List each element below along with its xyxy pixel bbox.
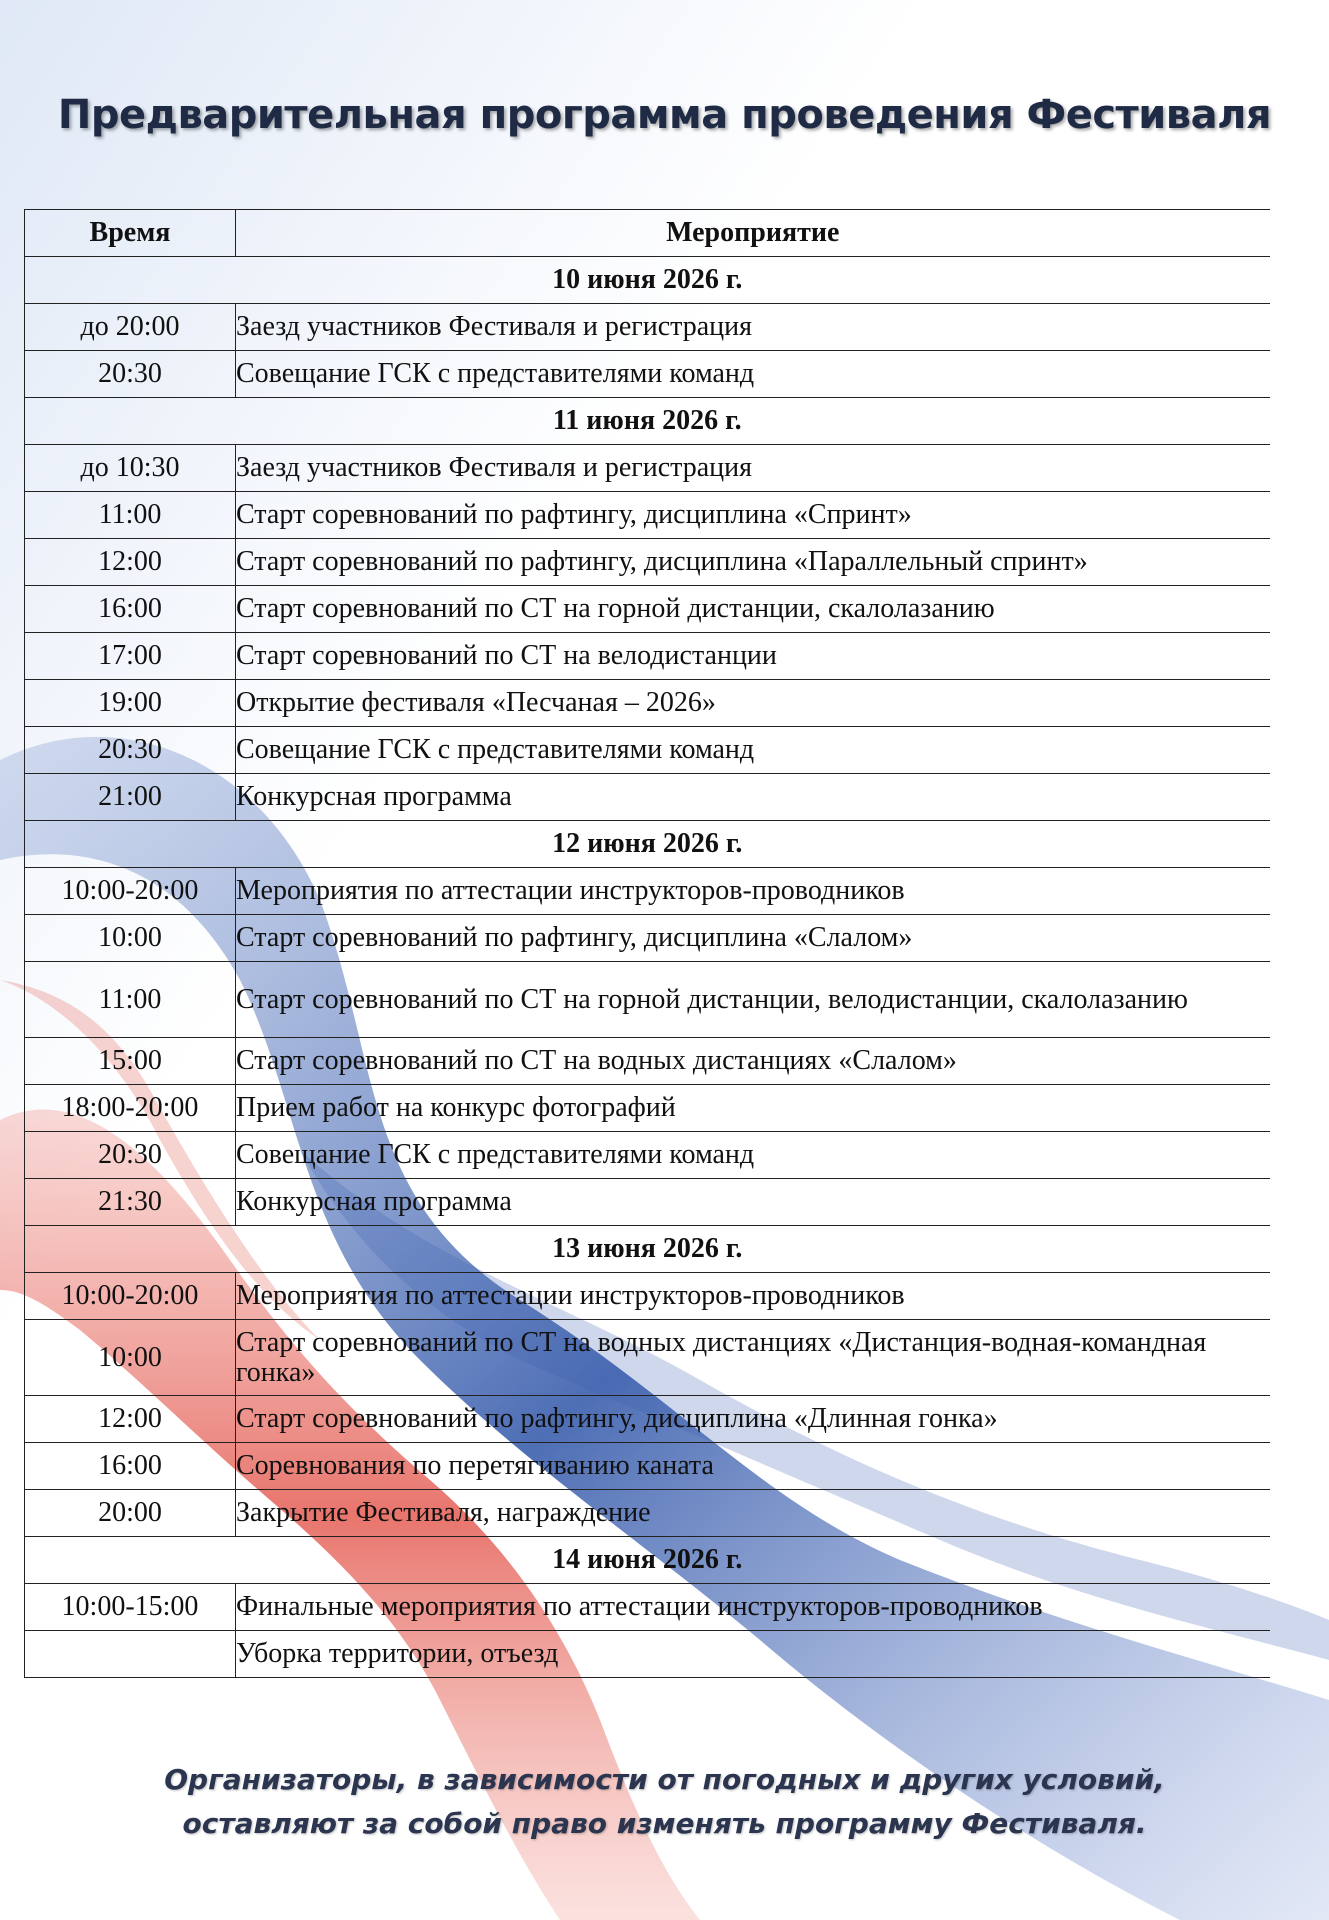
- table-row: [25, 868, 1270, 915]
- table-row: [25, 1396, 1270, 1443]
- table-row: [25, 1085, 1270, 1132]
- table-row: [25, 492, 1270, 539]
- event-name: Прием работ на конкурс фотографий: [236, 1085, 1270, 1132]
- table-row: [25, 1631, 1270, 1678]
- event-name: Уборка территории, отъезд: [236, 1631, 1270, 1678]
- table-row: [25, 1443, 1270, 1490]
- day-date: 11 июня 2026 г.: [25, 398, 1270, 445]
- event-time: 17:00: [25, 633, 236, 680]
- event-name: Совещание ГСК с представителями команд: [236, 727, 1270, 774]
- event-time: [25, 1631, 236, 1678]
- event-name: Старт соревнований по рафтингу, дисциплина «Слалом»: [236, 915, 1270, 962]
- event-name: Старт соревнований по рафтингу, дисциплина «Длинная гонка»: [236, 1396, 1270, 1443]
- day-row: [25, 821, 1270, 868]
- event-time: 12:00: [25, 1396, 236, 1443]
- table-row: [25, 727, 1270, 774]
- table-row: [25, 680, 1270, 727]
- day-date: 13 июня 2026 г.: [25, 1226, 1270, 1273]
- event-name: Закрытие Фестиваля, награждение: [236, 1490, 1270, 1537]
- event-name: Старт соревнований по СТ на водных дистанциях «Слалом»: [236, 1038, 1270, 1085]
- event-time: 11:00: [25, 962, 236, 1038]
- table-row: [25, 1132, 1270, 1179]
- event-time: 18:00-20:00: [25, 1085, 236, 1132]
- table-row: [25, 962, 1270, 1038]
- event-time: 15:00: [25, 1038, 236, 1085]
- event-name: Старт соревнований по СТ на горной дистанции, скалолазанию: [236, 586, 1270, 633]
- program-table: [24, 209, 1270, 1678]
- event-time: 16:00: [25, 1443, 236, 1490]
- event-time: 10:00-20:00: [25, 868, 236, 915]
- event-name: Мероприятия по аттестации инструкторов-проводников: [236, 868, 1270, 915]
- event-time: 19:00: [25, 680, 236, 727]
- event-time: до 20:00: [25, 304, 236, 351]
- day-row: [25, 398, 1270, 445]
- event-time: 20:30: [25, 1132, 236, 1179]
- event-name: Открытие фестиваля «Песчаная – 2026»: [236, 680, 1270, 727]
- event-name: Старт соревнований по СТ на водных дистанциях «Дистанция-водная-командная гонка»: [236, 1320, 1270, 1396]
- table-row: [25, 915, 1270, 962]
- footer-note-line-1: Организаторы, в зависимости от погодных и других условий,: [164, 1763, 1165, 1796]
- day-row: [25, 1537, 1270, 1584]
- day-row: [25, 257, 1270, 304]
- event-name: Мероприятия по аттестации инструкторов-проводников: [236, 1273, 1270, 1320]
- event-name: Старт соревнований по рафтингу, дисциплина «Параллельный спринт»: [236, 539, 1270, 586]
- page-title: Предварительная программа проведения Фестиваля: [57, 92, 1272, 138]
- event-name: Заезд участников Фестиваля и регистрация: [236, 304, 1270, 351]
- event-name: Совещание ГСК с представителями команд: [236, 1132, 1270, 1179]
- event-time: 21:00: [25, 774, 236, 821]
- event-time: 10:00-20:00: [25, 1273, 236, 1320]
- table-row: [25, 1584, 1270, 1631]
- table-row: [25, 539, 1270, 586]
- event-time: 20:30: [25, 727, 236, 774]
- event-name: Старт соревнований по СТ на горной дистанции, велодистанции, скалолазанию: [236, 962, 1270, 1038]
- table-row: [25, 1273, 1270, 1320]
- table-row: [25, 1320, 1270, 1396]
- event-name: Конкурсная программа: [236, 1179, 1270, 1226]
- day-row: [25, 1226, 1270, 1273]
- event-name: Финальные мероприятия по аттестации инструкторов-проводников: [236, 1584, 1270, 1631]
- event-time: 10:00-15:00: [25, 1584, 236, 1631]
- table-row: [25, 774, 1270, 821]
- event-name: Конкурсная программа: [236, 774, 1270, 821]
- event-time: 10:00: [25, 915, 236, 962]
- event-time: 12:00: [25, 539, 236, 586]
- event-name: Совещание ГСК с представителями команд: [236, 351, 1270, 398]
- event-time: 11:00: [25, 492, 236, 539]
- day-date: 12 июня 2026 г.: [25, 821, 1270, 868]
- event-time: до 10:30: [25, 445, 236, 492]
- event-name: Соревнования по перетягиванию каната: [236, 1443, 1270, 1490]
- footer-note-line-2: оставляют за собой право изменять программу Фестиваля.: [182, 1807, 1147, 1840]
- table-row: [25, 1038, 1270, 1085]
- column-header-event: Мероприятие: [236, 210, 1270, 257]
- event-time: 21:30: [25, 1179, 236, 1226]
- event-name: Старт соревнований по СТ на велодистанции: [236, 633, 1270, 680]
- day-date: 14 июня 2026 г.: [25, 1537, 1270, 1584]
- table-row: [25, 304, 1270, 351]
- table-row: [25, 633, 1270, 680]
- event-name: Старт соревнований по рафтингу, дисциплина «Спринт»: [236, 492, 1270, 539]
- table-row: [25, 1179, 1270, 1226]
- event-time: 20:00: [25, 1490, 236, 1537]
- day-date: 10 июня 2026 г.: [25, 257, 1270, 304]
- column-header-time: Время: [25, 210, 236, 257]
- table-row: [25, 445, 1270, 492]
- table-row: [25, 586, 1270, 633]
- event-time: 16:00: [25, 586, 236, 633]
- event-time: 10:00: [25, 1320, 236, 1396]
- table-header-row: [25, 210, 1270, 257]
- event-name: Заезд участников Фестиваля и регистрация: [236, 445, 1270, 492]
- table-row: [25, 1490, 1270, 1537]
- footer-note: [0, 1758, 1329, 1846]
- table-row: [25, 351, 1270, 398]
- event-time: 20:30: [25, 351, 236, 398]
